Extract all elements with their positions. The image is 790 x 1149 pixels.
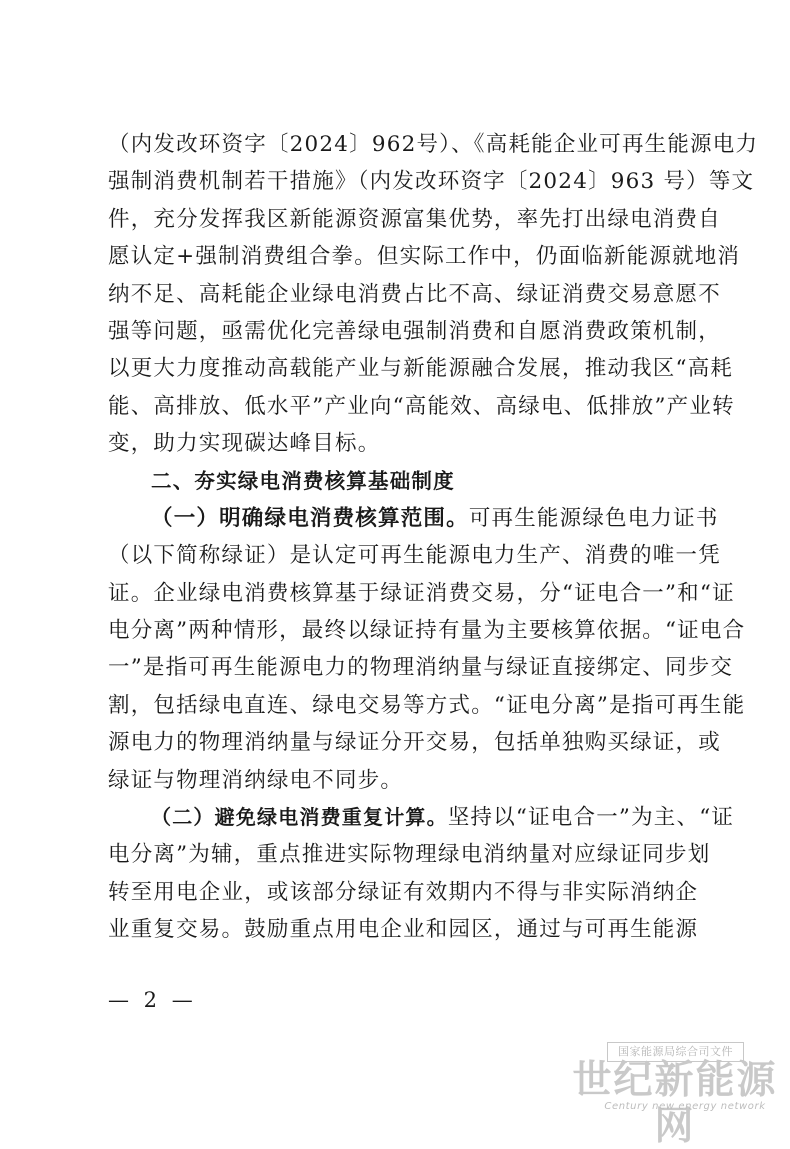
paragraph-first-line	[108, 500, 719, 537]
paragraph-first-line	[108, 799, 735, 836]
text-line: 源电力的物理消纳量与绿证分开交易，包括单独购买绿证，或	[108, 730, 721, 756]
watermark-caption: 国家能源局综合司文件	[607, 1042, 744, 1062]
text-line: 件，充分发挥我区新能源资源富集优势，率先打出绿电消费自	[108, 206, 721, 232]
text-line: 愿认定+强制消费组合拳。但实际工作中，仍面临新能源就地消	[108, 244, 741, 270]
text-line: 电分离”为辅，重点推进实际物理绿电消纳量对应绿证同步划	[108, 842, 711, 868]
text-span: 坚持以“证电合一”为主、“证	[447, 805, 735, 831]
text-line: 绿证与物理消纳绿电不同步。	[108, 767, 404, 793]
page-number: — 2 —	[108, 988, 197, 1012]
text-line: 一”是指可再生能源电力的物理消纳量与绿证直接绑定、同步交	[108, 655, 734, 681]
section-heading: 二、夯实绿电消费核算基础制度	[151, 468, 455, 493]
subsection-heading: （一）明确绿电消费核算范围。	[151, 505, 469, 531]
text-line: 强制消费机制若干措施》（内发改环资字〔2024〕963 号）等文	[108, 169, 755, 195]
text-line: （以下简称绿证）是认定可再生能源电力生产、消费的唯一凭	[108, 543, 721, 569]
text-line: 转至用电企业，或该部分绿证有效期内不得与非实际消纳企	[108, 879, 699, 905]
text-line: 电分离”两种情形，最终以绿证持有量为主要核算依据。“证电合	[108, 618, 746, 644]
text-line: 强等问题，亟需优化完善绿电强制消费和自愿消费政策机制，	[108, 318, 721, 344]
text-span: 可再生能源绿色电力证书	[468, 505, 719, 531]
text-line: 业重复交易。鼓励重点用电企业和园区，通过与可再生能源	[108, 917, 699, 943]
text-line: 纳不足、高耗能企业绿电消费占比不高、绿证消费交易意愿不	[108, 281, 721, 307]
subsection-heading: （二）避免绿电消费重复计算。	[151, 805, 448, 830]
text-line: （内发改环资字〔2024〕962号）、《高耗能企业可再生能源电力	[108, 132, 759, 157]
watermark-english: Century new energy network	[604, 1101, 766, 1112]
text-line: 变，助力实现碳达峰目标。	[108, 431, 381, 457]
text-line: 证。企业绿电消费核算基于绿证消费交易，分“证电合一”和“证	[108, 580, 735, 606]
text-line: 以更大力度推动高载能产业与新能源融合发展，推动我区“高耗	[108, 356, 734, 382]
text-line: 割，包括绿电直连、绿电交易等方式。“证电分离”是指可再生能	[108, 692, 746, 718]
document-body	[108, 126, 759, 949]
watermark-logo: 世纪新能源网	[572, 1057, 778, 1149]
text-line: 能、高排放、低水平”产业向“高能效、高绿电、低排放”产业转	[108, 393, 735, 419]
